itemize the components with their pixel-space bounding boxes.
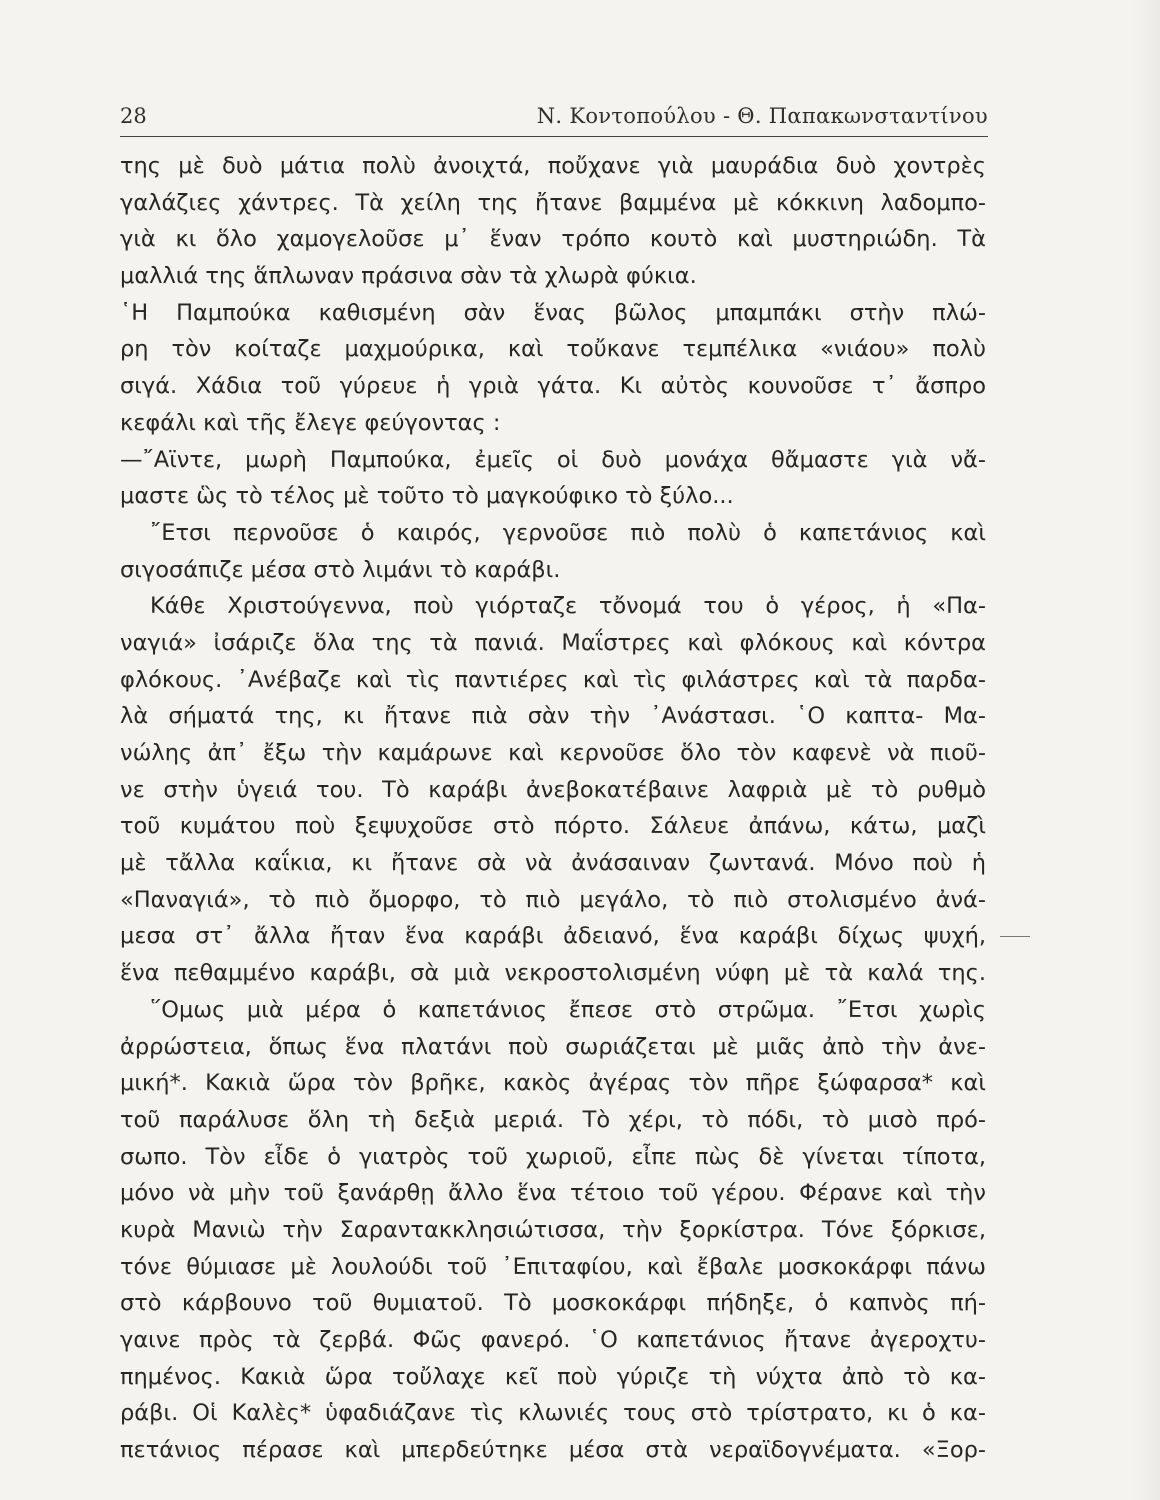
text-line: ἀρρώστεια, ὅπως ἕνα πλατάνι ποὺ σωριάζεται μὲ μιᾶς ἀπὸ τὴν ἀνε-: [120, 1033, 986, 1060]
text-line: μὲ τἄλλα καΐκια, κι ἤτανε σὰ νὰ ἀνάσαιναν ζωντανά. Μόνο ποὺ ἡ: [120, 850, 986, 877]
text-line: μόνο νὰ μὴν τοῦ ξανάρθῃ ἄλλο ἕνα τέτοιο τοῦ γέρου. Φέρανε καὶ τὴν: [120, 1180, 986, 1207]
text-line: στὸ κάρβουνο τοῦ θυμιατοῦ. Τὸ μοσκοκάρφι πήδηξε, ὁ καπνὸς πή-: [120, 1290, 986, 1317]
text-line: κυρὰ Μανιὼ τὴν Σαραντακκλησιώτισσα, τὴν ξορκίστρα. Τόνε ξόρκισε,: [120, 1216, 986, 1243]
text-line: ῞Ομως μιὰ μέρα ὁ καπετάνιος ἔπεσε στὸ στρῶμα. ῎Ετσι χωρὶς: [150, 996, 986, 1023]
text-line: τόνε θύμιασε μὲ λουλούδι τοῦ ᾿Επιταφίου, καὶ ἔβαλε μοσκοκάρφι πάνω: [120, 1253, 986, 1280]
running-head: Ν. Κοντοπούλου - Θ. Παπακωνσταντίνου: [536, 104, 988, 128]
text-line: πημένος. Κακιὰ ὥρα τοὔλαχε κεῖ ποὺ γύριζε τὴ νύχτα ἀπὸ τὸ κα-: [120, 1363, 986, 1390]
text-line: ράβι. Οἱ Καλὲς* ὑφαδιάζανε τὶς κλωνιές τους στὸ τρίστρατο, κι ὁ κα-: [120, 1400, 986, 1427]
text-line: μική*. Κακιὰ ὥρα τὸν βρῆκε, κακὸς ἀγέρας τὸν πῆρε ξώφαρσα* καὶ: [120, 1070, 986, 1097]
text-line: ναγιά» ἰσάριζε ὅλα της τὰ πανιά. Μαΐστρες καὶ φλόκους καὶ κόντρα: [120, 629, 986, 656]
body-text: [120, 148, 986, 1469]
text-line: μεσα στ᾿ ἄλλα ἤταν ἕνα καράβι ἀδειανό, ἕνα καράβι δίχως ψυχή,: [120, 923, 986, 950]
page-edge-shadow: [1132, 0, 1160, 1500]
text-line: Κάθε Χριστούγεννα, ποὺ γιόρταζε τὄνομά του ὁ γέρος, ἡ «Πα-: [150, 593, 986, 620]
text-line: τοῦ κυμάτου ποὺ ξεψυχοῦσε στὸ πόρτο. Σάλευε ἀπάνω, κάτω, μαζὶ: [120, 813, 986, 840]
text-line: σιγά. Χάδια τοῦ γύρευε ἡ γριὰ γάτα. Κι αὐτὸς κουνοῦσε τ᾿ ἄσπρο: [120, 373, 986, 400]
text-line: γαινε πρὸς τὰ ζερβά. Φῶς φανερό. ῾Ο καπετάνιος ἤτανε ἀγεροχτυ-: [120, 1327, 986, 1353]
text-line: πετάνιος πέρασε καὶ μπερδεύτηκε μέσα στὰ νεραϊδογνέματα. «Ξορ-: [120, 1437, 986, 1464]
text-line: ρη τὸν κοίταζε μαχμούρικα, καὶ τοὔκανε τεμπέλικα «νιάου» πολὺ: [120, 336, 986, 363]
text-line: φλόκους. ᾿Ανέβαζε καὶ τὶς παντιέρες καὶ τὶς φιλάστρες καὶ τὰ παρδα-: [120, 666, 986, 693]
text-line: «Παναγιά», τὸ πιὸ ὄμορφο, τὸ πιὸ μεγάλο, τὸ πιὸ στολισμένο ἀνά-: [120, 886, 986, 913]
text-line: της μὲ δυὸ μάτια πολὺ ἀνοιχτά, ποὔχανε γιὰ μαυράδια δυὸ χοντρὲς: [120, 153, 986, 179]
margin-dash-mark: [1000, 936, 1030, 937]
text-line: ῾Η Παμπούκα καθισμένη σὰν ἕνας βῶλος μπαμπάκι στὴν πλώ-: [120, 299, 986, 326]
text-line: —῎Αϊντε, μωρὴ Παμπούκα, ἐμεῖς οἱ δυὸ μονάχα θἄμαστε γιὰ νἄ-: [120, 446, 986, 473]
text-line: σωπο. Τὸν εἶδε ὁ γιατρὸς τοῦ χωριοῦ, εἶπε πὼς δὲ γίνεται τίποτα,: [120, 1143, 986, 1170]
page-header: [120, 92, 988, 132]
text-line: ἕνα πεθαμμένο καράβι, σὰ μιὰ νεκροστολισμένη νύφη μὲ τὰ καλά της.: [120, 960, 986, 987]
text-line: τοῦ παράλυσε ὅλη τὴ δεξιὰ μεριά. Τὸ χέρι, τὸ πόδι, τὸ μισὸ πρό-: [120, 1106, 986, 1133]
text-line: λὰ σήματά της, κι ἤτανε πιὰ σὰν τὴν ᾿Ανάστασι. ῾Ο καπτα- Μα-: [120, 703, 986, 730]
text-line: νώλης ἀπ᾿ ἔξω τὴν καμάρωνε καὶ κερνοῦσε ὅλο τὸν καφενὲ νὰ πιοῦ-: [120, 740, 986, 766]
text-line: ῎Ετσι περνοῦσε ὁ καιρός, γερνοῦσε πιὸ πολὺ ὁ καπετάνιος καὶ: [150, 519, 986, 546]
text-line: γιὰ κι ὅλο χαμογελοῦσε μ᾿ ἕναν τρόπο κουτὸ καὶ μυστηριώδη. Τὰ: [120, 226, 986, 253]
text-line: κεφάλι καὶ τῆς ἔλεγε φεύγοντας :: [120, 409, 501, 436]
text-line: νε στὴν ὑγειά του. Τὸ καράβι ἀνεβοκατέβαινε λαφριὰ μὲ τὸ ρυθμὸ: [120, 776, 986, 803]
text-line: μαστε ὣς τὸ τέλος μὲ τοῦτο τὸ μαγκούφικο τὸ ξύλο...: [120, 483, 734, 510]
text-line: σιγοσάπιζε μέσα στὸ λιμάνι τὸ καράβι.: [120, 556, 561, 583]
header-rule: [120, 136, 988, 137]
text-line: μαλλιά της ἅπλωναν πράσινα σὰν τὰ χλωρὰ φύκια.: [120, 263, 697, 290]
page-number: 28: [120, 104, 147, 128]
text-line: γαλάζιες χάντρες. Τὰ χείλη της ἤτανε βαμμένα μὲ κόκκινη λαδομπο-: [120, 189, 986, 216]
